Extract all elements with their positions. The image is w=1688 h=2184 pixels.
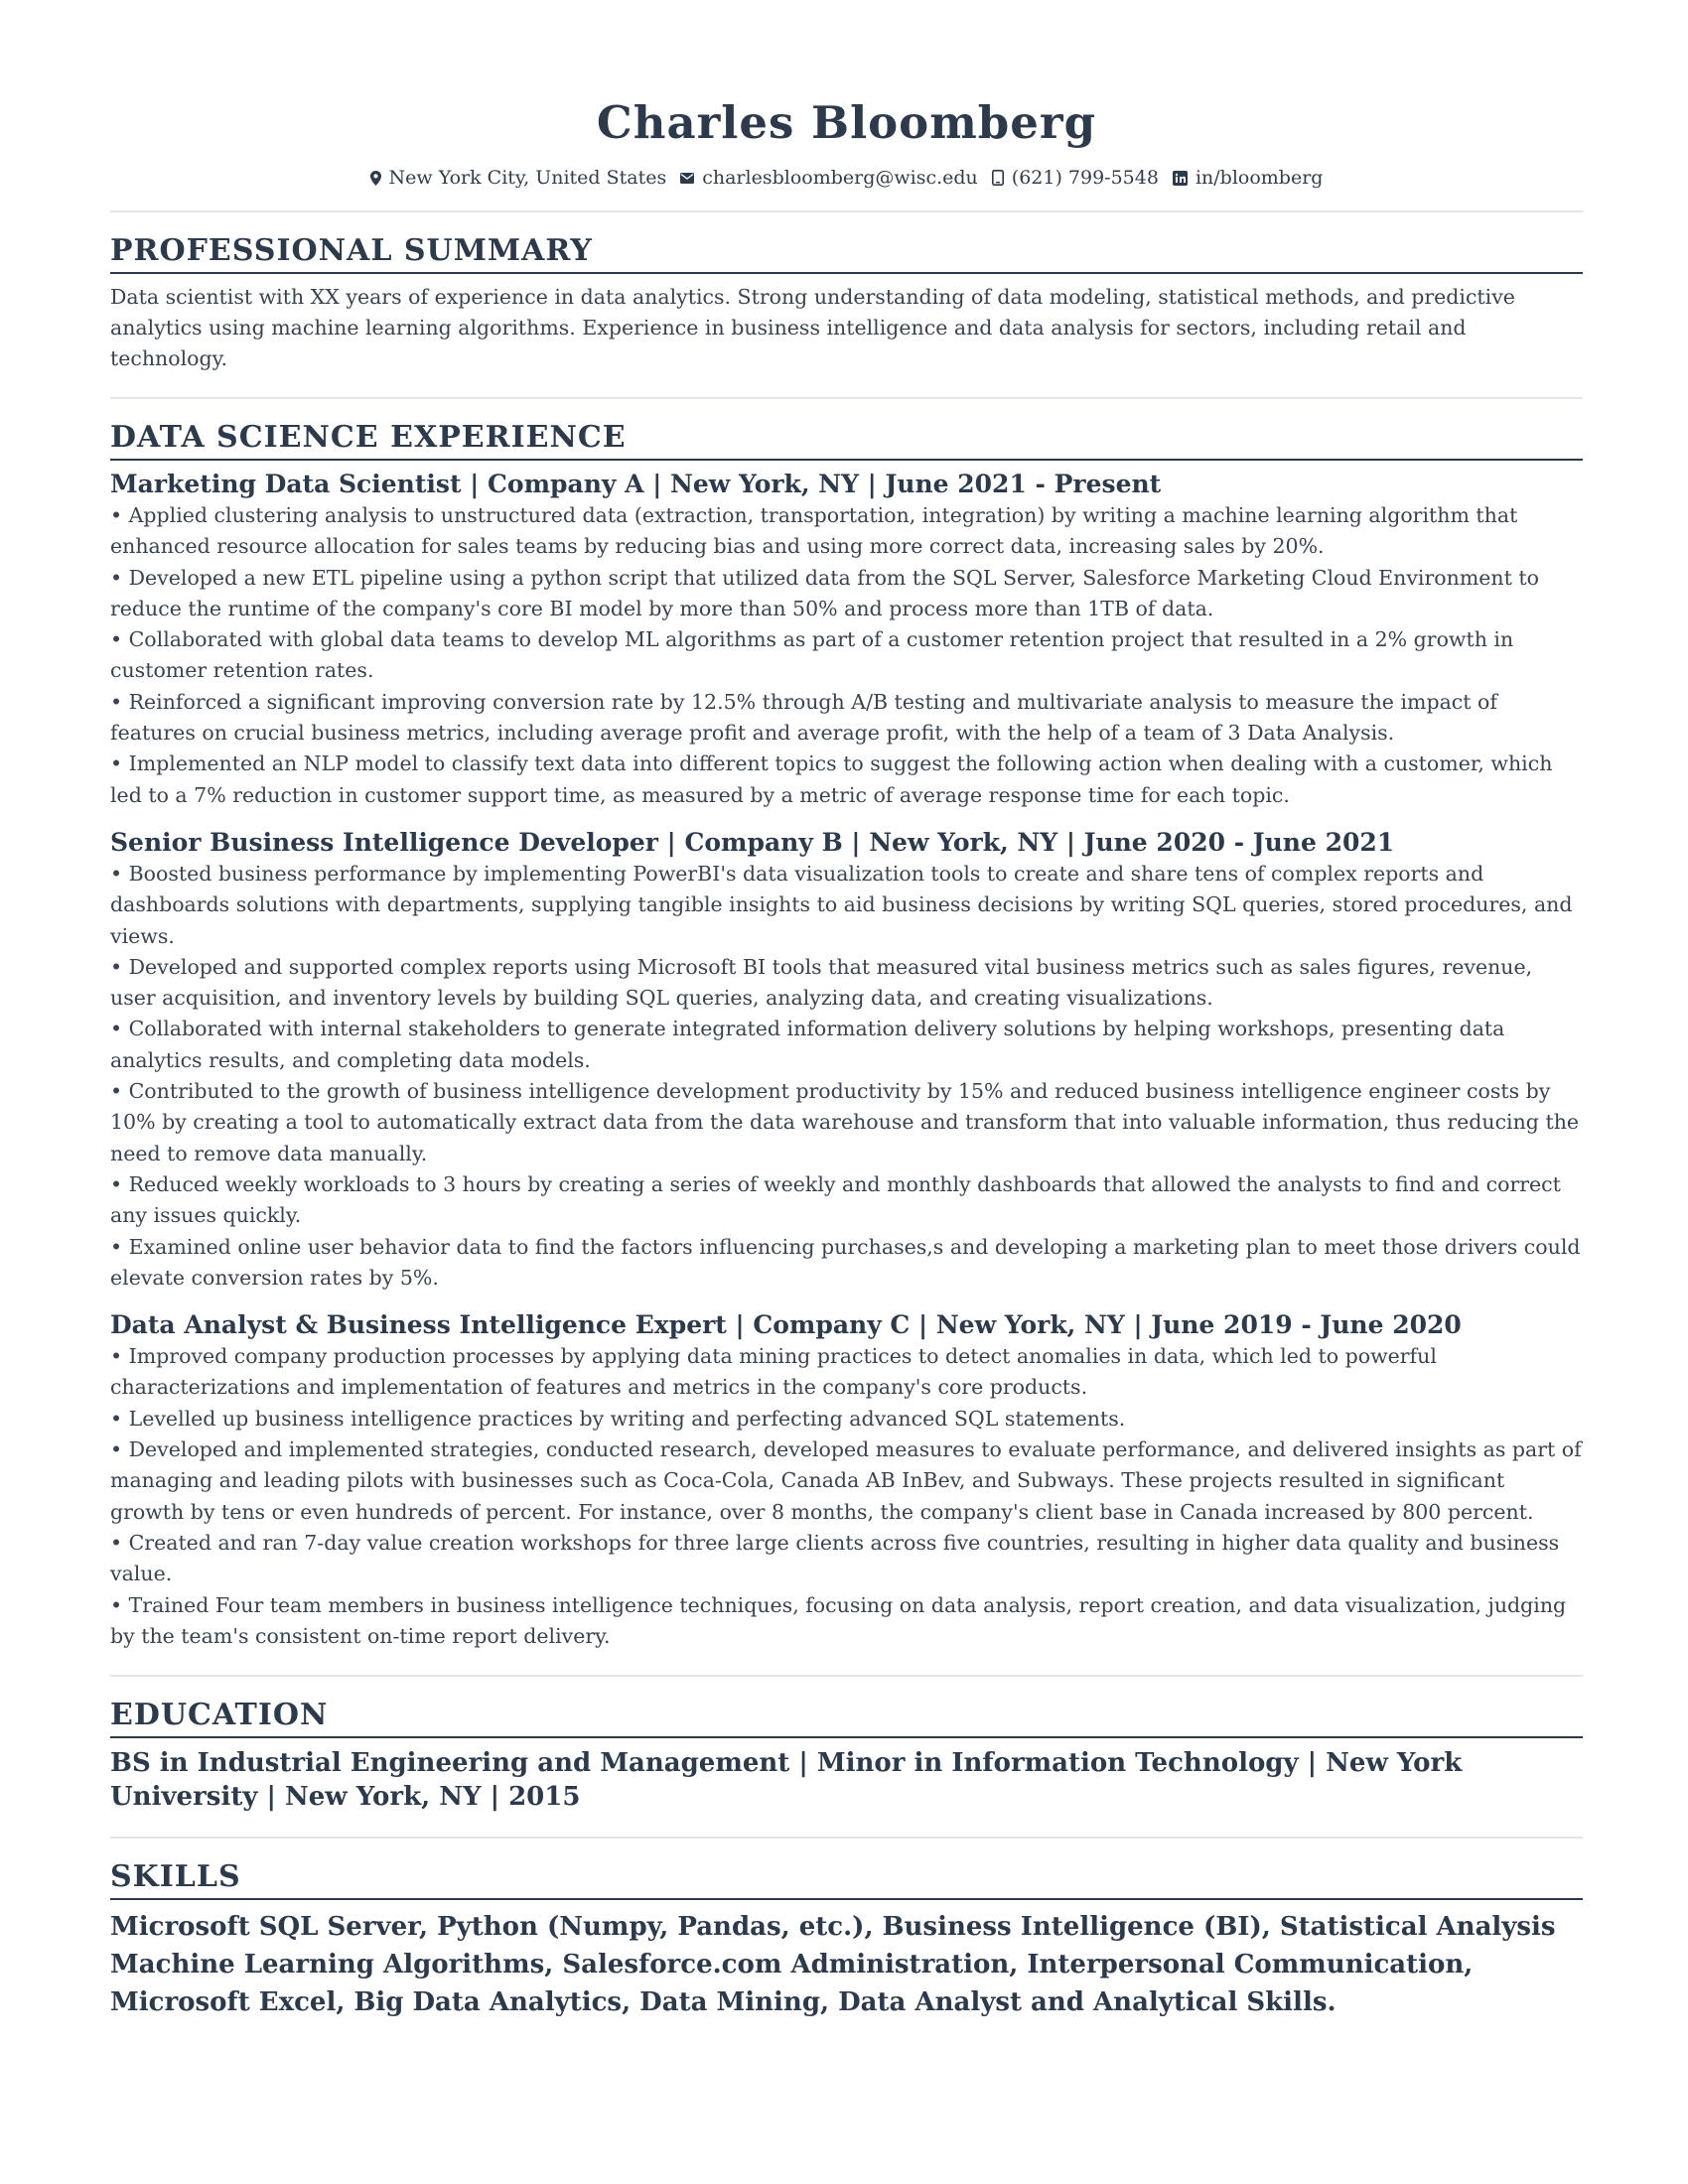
list-item: • Developed and supported complex reports using Microsoft BI tools that measured vital business metrics such as sales figures, revenue, user acquisition, and inventory levels by building SQL queries, analyzing data, and creating visualizations. xyxy=(110,952,1583,1015)
list-item: • Applied clustering analysis to unstructured data (extraction, transportation, integration) by writing a machine learning algorithm that enhanced resource allocation for sales teams by reducing bias and using more correct data, increasing sales by 20%. xyxy=(110,500,1583,563)
candidate-name: Charles Bloomberg xyxy=(596,96,1097,149)
job-bullets xyxy=(110,859,1583,1294)
job-title: Data Analyst & Business Intelligence Expert | Company C | New York, NY | June 2019 - June 2020 xyxy=(110,1310,1462,1340)
skills-list: Microsoft SQL Server, Python (Numpy, Pandas, etc.), Business Intelligence (BI), Statistical Analysis Machine Learning Algorithms, Salesforce.com Administration, Interpersonal Communication, Microsoft Excel, Big Data Analytics, Data Mining, Data Analyst and Analytical Skills. xyxy=(110,1912,1556,2018)
list-item: • Boosted business performance by implementing PowerBI's data visualization tools to create and share tens of complex reports and dashboards solutions with departments, supplying tangible insights to aid business decisions by writing SQL queries, stored procedures, and views. xyxy=(110,859,1583,952)
contact-location xyxy=(370,165,667,191)
phone-text: (621) 799-5548 xyxy=(1011,167,1159,189)
divider xyxy=(110,210,1583,212)
location-text: New York City, United States xyxy=(388,167,667,189)
section-heading: PROFESSIONAL SUMMARY xyxy=(110,232,1583,274)
resume-page xyxy=(110,87,1583,2021)
list-item: • Reinforced a significant improving conversion rate by 12.5% through A/B testing and multivariate analysis to measure the impact of features on crucial business metrics, including average profit and average profit, with the help of a team of 3 Data Analysis. xyxy=(110,687,1583,750)
job-bullets xyxy=(110,500,1583,811)
list-item: • Contributed to the growth of business intelligence development productivity by 15% and reduced business intelligence engineer costs by 10% by creating a tool to automatically extract data from the data warehouse and transform that into valuable information, thus reducing the need to remove data manually. xyxy=(110,1076,1583,1169)
divider xyxy=(110,397,1583,399)
contact-bar xyxy=(110,165,1583,191)
list-item: • Improved company production processes by applying data mining practices to detect anomalies in data, which led to powerful characterizations and implementation of features and metrics in the company's core products. xyxy=(110,1341,1583,1404)
list-item: • Collaborated with internal stakeholders to generate integrated information delivery solutions by helping workshops, presenting data analytics results, and completing data models. xyxy=(110,1014,1583,1076)
list-item: • Implemented an NLP model to classify text data into different topics to suggest the following action when dealing with a customer, which led to a 7% reduction in customer support time, as measured by a metric of average response time for each topic. xyxy=(110,749,1583,811)
section-heading: SKILLS xyxy=(110,1858,1583,1900)
contact-email[interactable] xyxy=(680,165,978,191)
list-item: • Collaborated with global data teams to develop ML algorithms as part of a customer retention project that resulted in a 2% growth in customer retention rates. xyxy=(110,624,1583,687)
list-item: • Trained Four team members in business intelligence techniques, focusing on data analysis, report creation, and data visualization, judging by the team's consistent on-time report delivery. xyxy=(110,1590,1583,1653)
mobile-phone-icon xyxy=(992,170,1004,186)
job-entry xyxy=(110,469,1583,811)
contact-phone xyxy=(992,165,1159,191)
job-entry xyxy=(110,827,1583,1294)
list-item: • Levelled up business intelligence practices by writing and perfecting advanced SQL statements. xyxy=(110,1404,1583,1434)
education-entry: BS in Industrial Engineering and Management | Minor in Information Technology | New York University | New York, NY | 2015 xyxy=(110,1748,1463,1813)
job-title: Senior Business Intelligence Developer | Company B | New York, NY | June 2020 - June 2021 xyxy=(110,827,1395,857)
divider xyxy=(110,1837,1583,1839)
skills-section xyxy=(110,1858,1583,2021)
education-section xyxy=(110,1697,1583,1814)
map-pin-icon xyxy=(370,171,381,186)
list-item: • Created and ran 7-day value creation workshops for three large clients across five countries, resulting in higher data quality and business value. xyxy=(110,1528,1583,1590)
summary-section xyxy=(110,232,1583,374)
experience-section xyxy=(110,419,1583,1652)
divider xyxy=(110,1675,1583,1677)
contact-linkedin[interactable] xyxy=(1173,165,1324,191)
email-text: charlesbloomberg@wisc.edu xyxy=(702,167,978,189)
list-item: • Developed a new ETL pipeline using a python script that utilized data from the SQL Server, Salesforce Marketing Cloud Environment to reduce the runtime of the company's core BI model by more than 50% and process more than 1TB of data. xyxy=(110,563,1583,625)
summary-text: Data scientist with XX years of experience in data analytics. Strong understanding of data modeling, statistical methods, and predictive analytics using machine learning algorithms. Experience in business intelligence and data analysis for sectors, including retail and technology. xyxy=(110,285,1515,370)
job-bullets xyxy=(110,1341,1583,1652)
section-heading: DATA SCIENCE EXPERIENCE xyxy=(110,419,1583,461)
list-item: • Reduced weekly workloads to 3 hours by creating a series of weekly and monthly dashboards that allowed the analysts to find and correct any issues quickly. xyxy=(110,1169,1583,1232)
envelope-icon xyxy=(680,173,694,184)
section-heading: EDUCATION xyxy=(110,1697,1583,1738)
linkedin-text: in/bloomberg xyxy=(1195,167,1324,189)
list-item: • Developed and implemented strategies, conducted research, developed measures to evaluate performance, and delivered insights as part of managing and leading pilots with businesses such as Coca-Cola, Canada AB InBev, and Subways. These projects resulted in significant growth by tens or even hundreds of percent. For instance, over 8 months, the company's client base in Canada increased by 800 percent. xyxy=(110,1434,1583,1528)
job-entry xyxy=(110,1309,1583,1652)
linkedin-icon xyxy=(1173,171,1188,186)
list-item: • Examined online user behavior data to find the factors influencing purchases,s and developing a marketing plan to meet those drivers could elevate conversion rates by 5%. xyxy=(110,1232,1583,1295)
job-title: Marketing Data Scientist | Company A | New York, NY | June 2021 - Present xyxy=(110,470,1162,498)
